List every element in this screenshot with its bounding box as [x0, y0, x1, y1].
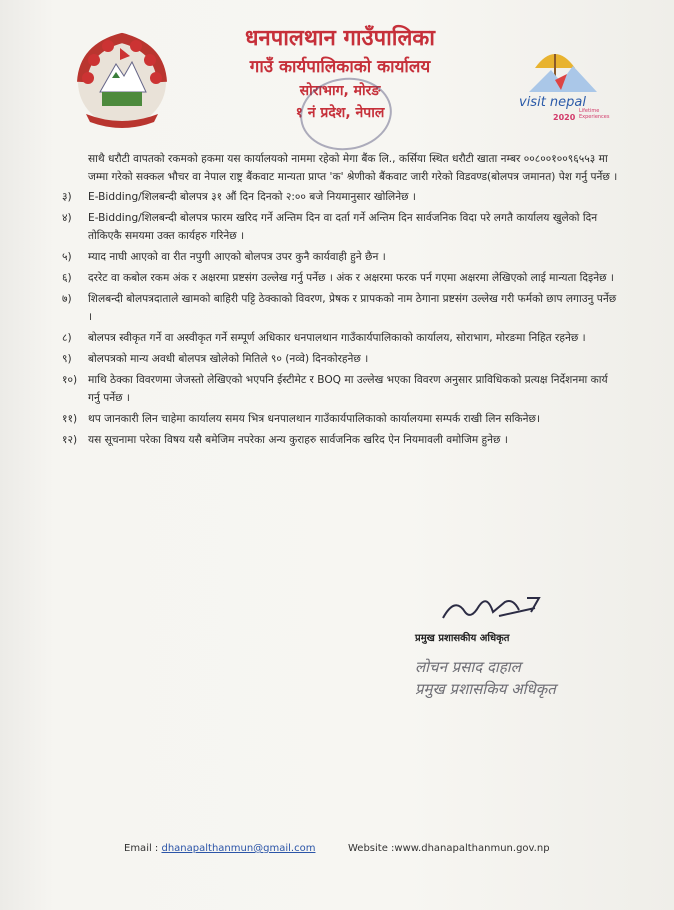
footer-email: Email : dhanapalthanmun@gmail.com	[124, 843, 316, 854]
visit-nepal-tag1: Lifetime	[579, 108, 600, 114]
footer-website: Website :www.dhanapalthanmun.gov.np	[348, 843, 550, 854]
signature-block	[415, 590, 615, 700]
visit-nepal-logo-icon	[515, 30, 615, 130]
seal-name: लोचन प्रसाद दाहाल	[415, 658, 521, 676]
list-item: ८) बोलपत्र स्वीकृत गर्ने वा अस्वीकृत गर्ने सम्पूर्ण अधिकार धनपालथान गाउँकार्यपालिकाको कार्यालय, सोराभाग, मोरङमा निहित रहनेछ ।	[62, 332, 586, 344]
list-item: ६) दररेट वा कबोल रकम अंक र अक्षरमा प्रष्टसंग उल्लेख गर्नु पर्नेछ । अंक र अक्षरमा फरक पर्न गएमा अक्षरमा लेखिएको लाई मान्यता दिइनेछ ।	[62, 272, 614, 284]
visit-nepal-tag2: Experiences	[579, 114, 610, 120]
office-location: सोराभाग, मोरङ	[299, 83, 381, 99]
signature-icon	[435, 590, 555, 630]
notice-body	[62, 150, 622, 452]
list-item: ११) थप जानकारी लिन चाहेमा कार्यालय समय भित्र धनपालथान गाउँकार्यपालिकाको कार्यालयमा सम्पर्क राखी लिन सकिनेछ।	[62, 413, 540, 425]
list-item: ७) शिलबन्दी बोलपत्रदाताले खामको बाहिरी पट्टि ठेक्काको विवरण, प्रेषक र प्रापकको नाम ठेगाना प्रष्टसंग उल्लेख गरी फर्मको छाप लगाउनु पर्नेछ ।	[62, 293, 617, 323]
list-item: ५) म्याद नाघी आएको वा रीत नपुगी आएको बोलपत्र उपर कुनै कार्यवाही हुने छैन ।	[62, 251, 386, 263]
province-name: १ नं प्रदेश, नेपाल	[295, 105, 385, 121]
list-item: ९) बोलपत्रको मान्य अवधी बोलपत्र खोलेको मितिले ९० (नव्वे) दिनकोरहनेछ ।	[62, 353, 369, 365]
signatory-title: प्रमुख प्रशासकीय अधिकृत	[415, 633, 510, 644]
municipality-name: धनपालथान गाउँपालिका	[244, 26, 436, 51]
website-link[interactable]: www.dhanapalthanmun.gov.np	[394, 843, 550, 854]
name-seal	[415, 656, 615, 700]
intro-paragraph: साथै धरौटी वापतको रकमको हकमा यस कार्यालयको नाममा रहेको मेगा बैंक लि., कर्सिया स्थित धरौटी खाता नम्बर ००८००१००९६५५३ मा जम्मा गरेको सक्कल भौचर वा नेपाल राष्ट्र बैंकवाट मान्यता प्राप्त 'क' श्रेणीको बैंकवाट जारी गरेको विडवण्ड(बोलपत्र जमानत) पेश गर्नु पर्नेछ ।	[88, 153, 618, 183]
visit-nepal-text: visit nepal	[519, 95, 586, 110]
email-link[interactable]: dhanapalthanmun@gmail.com	[161, 843, 316, 854]
list-item: १२) यस सूचनामा परेका विषय यसै बमेजिम नपरेका अन्य कुराहरु सार्वजनिक खरिद ऐन नियमावली वमोजिम हुनेछ ।	[62, 434, 508, 446]
nepal-emblem-icon	[72, 28, 172, 132]
office-name: गाउँ कार्यपालिकाको कार्यालय	[249, 57, 431, 77]
list-item: ३) E-Bidding/शिलबन्दी बोलपत्र ३१ औं दिन दिनको २:०० बजे नियमानुसार खोलिनेछ ।	[62, 191, 416, 203]
visit-nepal-year: 2020	[553, 113, 576, 122]
list-item: ४) E-Bidding/शिलबन्दी बोलपत्र फारम खरिद गर्ने अन्तिम दिन वा दर्ता गर्ने अन्तिम दिन सार्वजनिक विदा परे लगतै कार्यालय खुलेको दिन तोकिएकै समयमा उक्त कार्यहरु गरिनेछ ।	[62, 212, 598, 242]
seal-title: प्रमुख प्रशासकिय अधिकृत	[415, 680, 556, 698]
list-item: १०) माथि ठेक्का विवरणमा जेजस्तो लेखिएको भएपनि ईस्टीमेट र BOQ मा उल्लेख भएका विवरण अनुसार प्राविधिकको प्रत्यक्ष निर्देशनमा कार्य गर्नु पर्नेछ ।	[62, 374, 608, 404]
